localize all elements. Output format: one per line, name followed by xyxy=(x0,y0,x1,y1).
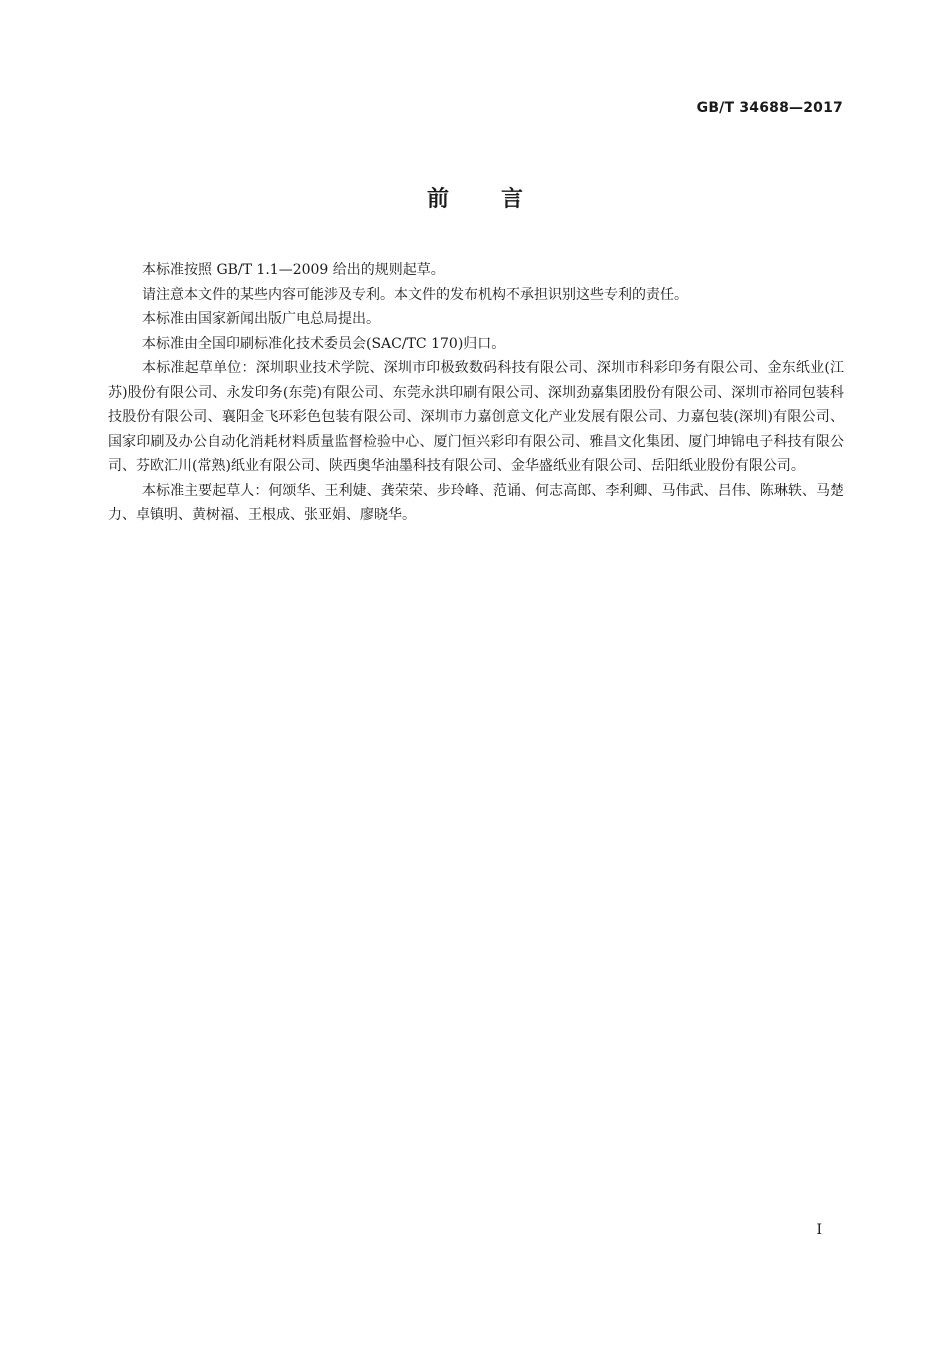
paragraph-drafting-rules: 本标准按照 GB/T 1.1—2009 给出的规则起草。 xyxy=(142,262,445,278)
paragraph-patent-notice: 请注意本文件的某些内容可能涉及专利。本文件的发布机构不承担识别这些专利的责任。 xyxy=(142,286,688,303)
page-title: 前言 xyxy=(426,187,575,212)
paragraph-under-jurisdiction: 本标准由全国印刷标准化技术委员会(SAC/TC 170)归口。 xyxy=(142,335,506,352)
foreword-body xyxy=(108,258,844,528)
paragraph-drafting-units: 本标准起草单位：深圳职业技术学院、深圳市印极致数码科技有限公司、深圳市科彩印务有限公司、金东纸业(江苏)股份有限公司、永发印务(东莞)有限公司、东莞永洪印刷有限公司、深圳劲嘉集团股份有限公司、深圳市裕同包装科技股份有限公司、襄阳金飞环彩色包装有限公司、深圳市力嘉创意文化产业发展有限公司、力嘉包装(深圳)有限公司、国家印刷及办公自动化消耗材料质量监督检验中心、厦门恒兴彩印有限公司、雅昌文化集团、厦门坤锦电子科技有限公司、芬欧汇川(常熟)纸业有限公司、陕西奥华油墨科技有限公司、金华盛纸业有限公司、岳阳纸业股份有限公司。 xyxy=(108,360,844,474)
page-number: I xyxy=(816,1222,822,1238)
paragraph-drafters: 本标准主要起草人：何颂华、王利婕、龚荣荣、步玲峰、范诵、何志高郎、李利卿、马伟武、吕伟、陈琳轶、马楚力、卓镇明、黄树福、王根成、张亚娟、廖晓华。 xyxy=(108,482,844,523)
standard-number: GB/T 34688—2017 xyxy=(696,100,843,116)
paragraph-proposed-by: 本标准由国家新闻出版广电总局提出。 xyxy=(142,311,380,327)
